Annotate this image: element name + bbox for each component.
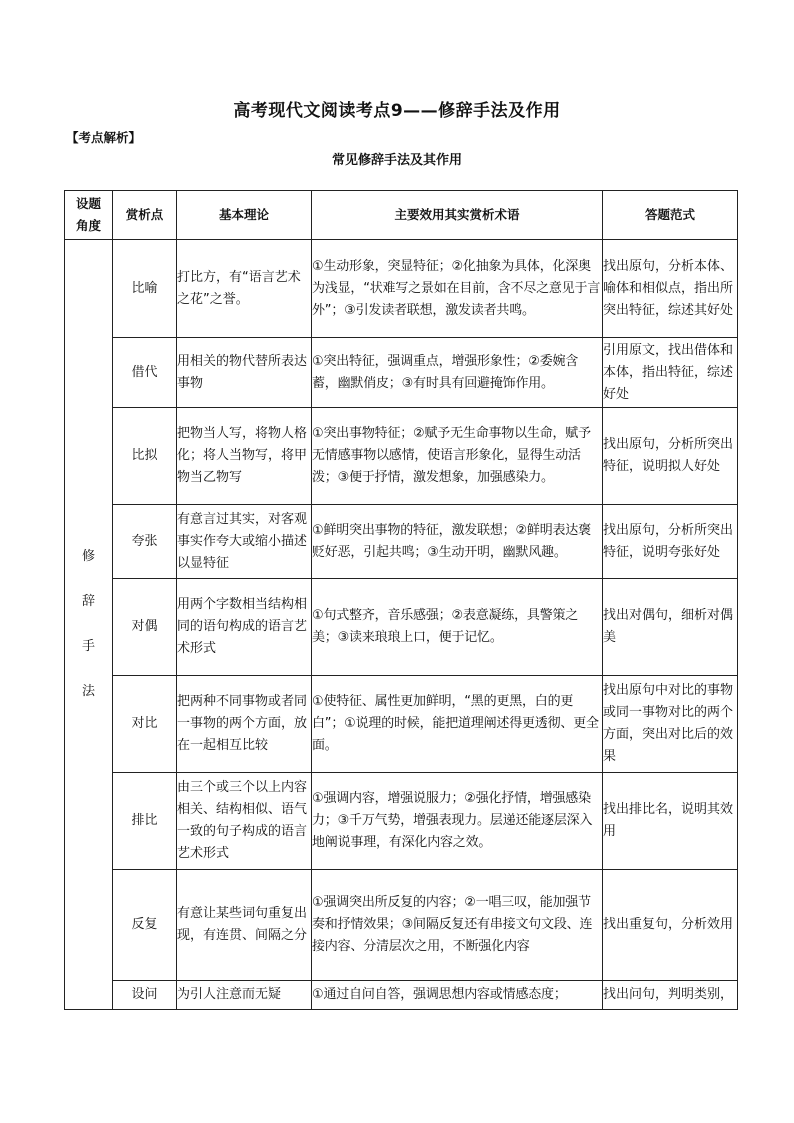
dimension-char: 手 bbox=[81, 639, 95, 654]
effect-cell: ①通过自问自答，强调思想内容或情感态度； bbox=[312, 981, 603, 1010]
theory-cell: 把物当人写，将物人格化；将人当物写，将甲物当乙物写 bbox=[177, 408, 312, 505]
effect-cell: ①强调内容，增强说服力；②强化抒情，增强感染力；③千万气势，增强表现力。层递还能逐层深入地阐说事理，有深化内容之效。 bbox=[312, 773, 603, 870]
header-dimension bbox=[65, 191, 113, 240]
point-cell: 排比 bbox=[113, 773, 177, 870]
theory-cell: 有意言过其实，对客观事实作夸大或缩小描述以显特征 bbox=[177, 505, 312, 579]
point-cell: 对偶 bbox=[113, 579, 177, 676]
page-title: 高考现代文阅读考点9——修辞手法及作用 bbox=[233, 101, 561, 121]
table-row bbox=[65, 505, 738, 579]
point-cell: 反复 bbox=[113, 870, 177, 981]
table-subtitle: 常见修辞手法及其作用 bbox=[331, 153, 462, 168]
header-dimension-line1: 设题 bbox=[75, 196, 101, 211]
answer-cell: 引用原文，找出借体和本体，指出特征，综述好处 bbox=[603, 338, 738, 408]
effect-cell: ①鲜明突出事物的特征，激发联想；②鲜明表达褒贬好恶，引起共鸣；③生动开明，幽默风趣。 bbox=[312, 505, 603, 579]
header-theory: 基本理论 bbox=[177, 191, 312, 240]
effect-cell: ①生动形象，突显特征；②化抽象为具体，化深奥为浅显，“状难写之景如在目前，含不尽之意见于言外”；③引发读者联想，激发读者共鸣。 bbox=[312, 240, 603, 338]
table-row bbox=[65, 870, 738, 981]
theory-cell: 用两个字数相当结构相同的语句构成的语言艺术形式 bbox=[177, 579, 312, 676]
answer-cell: 找出原句中对比的事物或同一事物对比的两个方面，突出对比后的效果 bbox=[603, 676, 738, 773]
rhetoric-table bbox=[64, 190, 738, 1010]
theory-cell: 有意让某些词句重复出现，有连贯、间隔之分 bbox=[177, 870, 312, 981]
theory-cell: 由三个或三个以上内容相关、结构相似、语气一致的句子构成的语言艺术形式 bbox=[177, 773, 312, 870]
answer-cell: 找出原句，分析所突出特征，说明夸张好处 bbox=[603, 505, 738, 579]
section-label: 【考点解析】 bbox=[66, 130, 142, 145]
point-cell: 比喻 bbox=[113, 240, 177, 338]
dimension-cell bbox=[65, 240, 113, 1010]
answer-cell: 找出重复句，分析效用 bbox=[603, 870, 738, 981]
table-row bbox=[65, 338, 738, 408]
point-cell: 夸张 bbox=[113, 505, 177, 579]
dimension-char: 辞 bbox=[81, 594, 95, 609]
answer-cell: 找出对偶句，细析对偶美 bbox=[603, 579, 738, 676]
effect-cell: ①使特征、属性更加鲜明，“黑的更黑，白的更白”；①说理的时候，能把道理阐述得更透彻、更全面。 bbox=[312, 676, 603, 773]
theory-cell: 打比方，有“语言艺术之花”之誉。 bbox=[177, 240, 312, 338]
table-row bbox=[65, 981, 738, 1010]
effect-cell: ①突出事物特征；②赋予无生命事物以生命，赋予无情感事物以感情，使语言形象化，显得生动活泼；③便于抒情，激发想象，加强感染力。 bbox=[312, 408, 603, 505]
effect-cell: ①强调突出所反复的内容；②一唱三叹，能加强节奏和抒情效果；③间隔反复还有串接文句文段、连接内容、分清层次之用，不断强化内容 bbox=[312, 870, 603, 981]
point-cell: 比拟 bbox=[113, 408, 177, 505]
answer-cell: 找出原句，分析本体、喻体和相似点，指出所突出特征，综述其好处 bbox=[603, 240, 738, 338]
theory-cell: 为引人注意而无疑 bbox=[177, 981, 312, 1010]
theory-cell: 把两种不同事物或者同一事物的两个方面，放在一起相互比较 bbox=[177, 676, 312, 773]
theory-cell: 用相关的物代替所表达事物 bbox=[177, 338, 312, 408]
table-row bbox=[65, 240, 738, 338]
table-row bbox=[65, 579, 738, 676]
dimension-char: 修 bbox=[81, 549, 95, 564]
header-dimension-line2: 角度 bbox=[75, 218, 101, 233]
table-header-row bbox=[65, 191, 738, 240]
table-row bbox=[65, 676, 738, 773]
effect-cell: ①突出特征，强调重点，增强形象性；②委婉含蓄，幽默俏皮；③有时具有回避掩饰作用。 bbox=[312, 338, 603, 408]
table-row bbox=[65, 408, 738, 505]
point-cell: 借代 bbox=[113, 338, 177, 408]
effect-cell: ①句式整齐，音乐感强；②表意凝练，具警策之美；③读来琅琅上口，便于记忆。 bbox=[312, 579, 603, 676]
point-cell: 对比 bbox=[113, 676, 177, 773]
answer-cell: 找出排比名，说明其效用 bbox=[603, 773, 738, 870]
header-answer: 答题范式 bbox=[603, 191, 738, 240]
header-point: 赏析点 bbox=[113, 191, 177, 240]
dimension-char: 法 bbox=[81, 684, 95, 699]
answer-cell: 找出原句，分析所突出特征，说明拟人好处 bbox=[603, 408, 738, 505]
answer-cell: 找出问句，判明类别， bbox=[603, 981, 738, 1010]
table-row bbox=[65, 773, 738, 870]
header-effect: 主要效用其实赏析术语 bbox=[312, 191, 603, 240]
point-cell: 设问 bbox=[113, 981, 177, 1010]
